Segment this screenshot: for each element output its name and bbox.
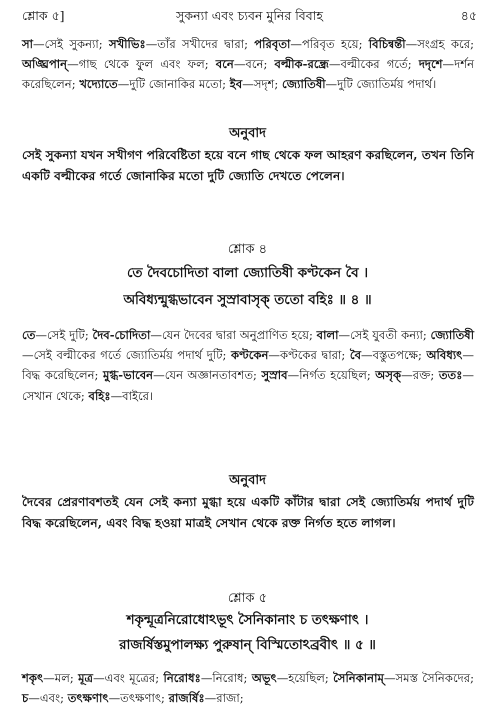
synonym-meaning: —কণ্টকের দ্বারা; <box>268 348 350 363</box>
synonyms-block-3 <box>22 668 474 708</box>
synonym-meaning: —পরিবৃত হয়ে; <box>290 37 369 51</box>
verse-heading-4: শ্লোক ৪ <box>227 242 268 257</box>
synonym-meaning: —বনে; <box>233 57 275 72</box>
translation-text-1: সেই সুকন্যা যখন সখীগণ পরিবেষ্টিতা হয়ে বনে গাছ থেকে ফল আহরণ করছিলেন, তখন তিনি একটি বল্মীকের গর্তে জোনাকির মতো দুটি জ্যোতি দেখতে পেলেন। <box>22 148 474 183</box>
synonym-word: দদৃশে <box>418 57 443 72</box>
synonym-meaning: —সেই দুটি; <box>35 328 93 342</box>
verse-4-line-1: তে দৈবচোদিতা বালা জ্যোতিষী কণ্টকেন বৈ । <box>127 265 368 281</box>
synonym-word: পরিবৃতা <box>254 37 291 51</box>
synonym-meaning: —নির্গত হয়েছিল; <box>287 368 376 383</box>
synonym-meaning: —বস্তুতপক্ষে; <box>361 348 427 363</box>
synonym-word: বৈ <box>349 348 362 363</box>
synonym-word: বিচিন্বন্তী <box>368 37 406 51</box>
synonym-word: ইব <box>229 77 243 92</box>
synonym-word: কণ্টকেন <box>230 348 269 363</box>
translation-heading-2: অনুবাদ <box>229 473 266 488</box>
synonym-word: সৈনিকানাম্ <box>333 671 384 685</box>
synonym-meaning: —দুটি জোনাকির মতো; <box>117 77 230 92</box>
synonym-meaning: —সেই বল্মীকের গর্তে জ্যোতির্ময় পদার্থ দুটি; <box>22 348 231 363</box>
synonym-word: শকৃৎ <box>22 671 44 685</box>
header-page-number: ৪৫ <box>460 8 477 23</box>
synonym-word: বল্মীক-রন্ধ্রে <box>274 57 329 72</box>
synonym-meaning: —দর্শন করেছিলেন; <box>22 57 475 92</box>
synonym-word: অঙ্ঘ্রিপান্ <box>22 57 68 72</box>
synonym-word: দৈব-চোদিতা <box>92 328 151 342</box>
synonym-meaning: —রক্ত; <box>401 368 439 383</box>
synonym-meaning: —গাছ থেকে ফুল এবং ফল; <box>67 57 216 72</box>
synonym-word: সুস্রাব <box>261 368 288 383</box>
synonym-meaning: —সেই যুবতী কন্যা; <box>338 328 431 342</box>
synonym-word: ততঃ <box>438 368 463 383</box>
translation-heading-1: অনুবাদ <box>229 126 266 141</box>
synonym-meaning: —সমস্ত সৈনিকদের; <box>383 671 474 685</box>
synonym-meaning: —সেই সুকন্যা; <box>33 37 109 51</box>
synonym-meaning: —সংগ্রহ করে; <box>405 37 474 51</box>
synonym-meaning: —রাজা; <box>204 691 244 706</box>
synonym-meaning: —বাইরে। <box>110 388 154 403</box>
synonym-word: খদ্যোতে <box>79 77 118 92</box>
header-verse-ref: শ্লোক ৫] <box>22 8 65 23</box>
synonym-meaning: —হয়েছিল; <box>276 671 334 685</box>
synonym-word: তে <box>22 328 36 342</box>
synonym-word: বনে <box>215 57 234 72</box>
synonym-meaning: —মল; <box>43 671 79 685</box>
synonyms-block-2 <box>22 325 474 406</box>
header-chapter-title: সুকন্যা এবং চ্যবন মুনির বিবাহ <box>176 8 323 23</box>
synonym-word: রাজর্ষিঃ <box>168 691 205 706</box>
synonym-meaning: —এবং; <box>28 691 68 706</box>
translation-text-2: দৈবের প্রেরণাবশতই যেন সেই কন্যা মুগ্ধা হয়ে একটি কাঁটার দ্বারা সেই জ্যোতির্ময় পদার্থ দুটি বিদ্ধ করেছিলেন, এবং বিদ্ধ হওয়া মাত্রই সেখান থেকে রক্ত নির্গত হতে লাগল। <box>22 495 474 530</box>
synonym-word: মুগ্ধ-ভাবেন <box>103 368 154 383</box>
synonyms-block-1 <box>22 34 474 95</box>
synonym-word: জ্যোতিষী <box>430 328 475 342</box>
synonym-word: বালা <box>316 328 339 342</box>
synonym-word: সা <box>22 37 34 51</box>
synonym-meaning: —বিদ্ধ করেছিলেন; <box>22 348 474 383</box>
synonym-word: নিরোধঃ <box>163 671 201 685</box>
synonym-meaning: —সেখান থেকে; <box>22 368 474 403</box>
synonym-word: চ <box>22 691 29 706</box>
synonym-meaning: —সদৃশ; <box>242 77 283 92</box>
synonym-word: বহিঃ <box>88 388 111 403</box>
synonym-meaning: —এবং মূত্রের; <box>93 671 164 685</box>
synonym-word: মূত্র <box>78 671 94 685</box>
synonym-word: অবিধ্যৎ <box>426 348 463 363</box>
synonym-meaning: —দুটি জ্যোতির্ময় পদার্থ। <box>325 77 437 92</box>
page-header <box>22 8 477 28</box>
synonym-word: সখীভিঃ <box>108 37 146 51</box>
synonym-meaning: —বল্মীকের গর্তে; <box>328 57 419 72</box>
synonym-meaning: —তাঁর সখীদের দ্বারা; <box>145 37 255 51</box>
synonym-meaning: —নিরোধ; <box>200 671 252 685</box>
synonym-meaning: —যেন দৈবের দ্বারা অনুপ্রাণিত হয়ে; <box>150 328 317 342</box>
verse-4-line-2: অবিধ্যন্মুগ্ধভাবেন সুস্রাবাসৃক্ ততো বহিঃ ॥ ৪ ॥ <box>123 292 372 308</box>
synonym-word: তৎক্ষণাৎ <box>67 691 109 706</box>
verse-5-line-2: রাজর্ষিস্তমুপালক্ষ্য পুরুষান্ বিস্মিতোঽব্রবীৎ ॥ ৫ ॥ <box>119 637 376 653</box>
verse-5-line-1: শকৃন্মূত্রনিরোধোঽভূৎ সৈনিকানাং চ তৎক্ষণাৎ । <box>126 612 369 628</box>
synonym-word: অসৃক্ <box>375 368 402 383</box>
verse-heading-5: শ্লোক ৫ <box>227 591 268 606</box>
synonym-word: অভূৎ <box>251 671 277 685</box>
synonym-word: জ্যোতিষী <box>282 77 326 92</box>
synonym-meaning: —তৎক্ষণাৎ; <box>108 691 169 706</box>
synonym-meaning: —যেন অজ্ঞানতাবশত; <box>153 368 262 383</box>
